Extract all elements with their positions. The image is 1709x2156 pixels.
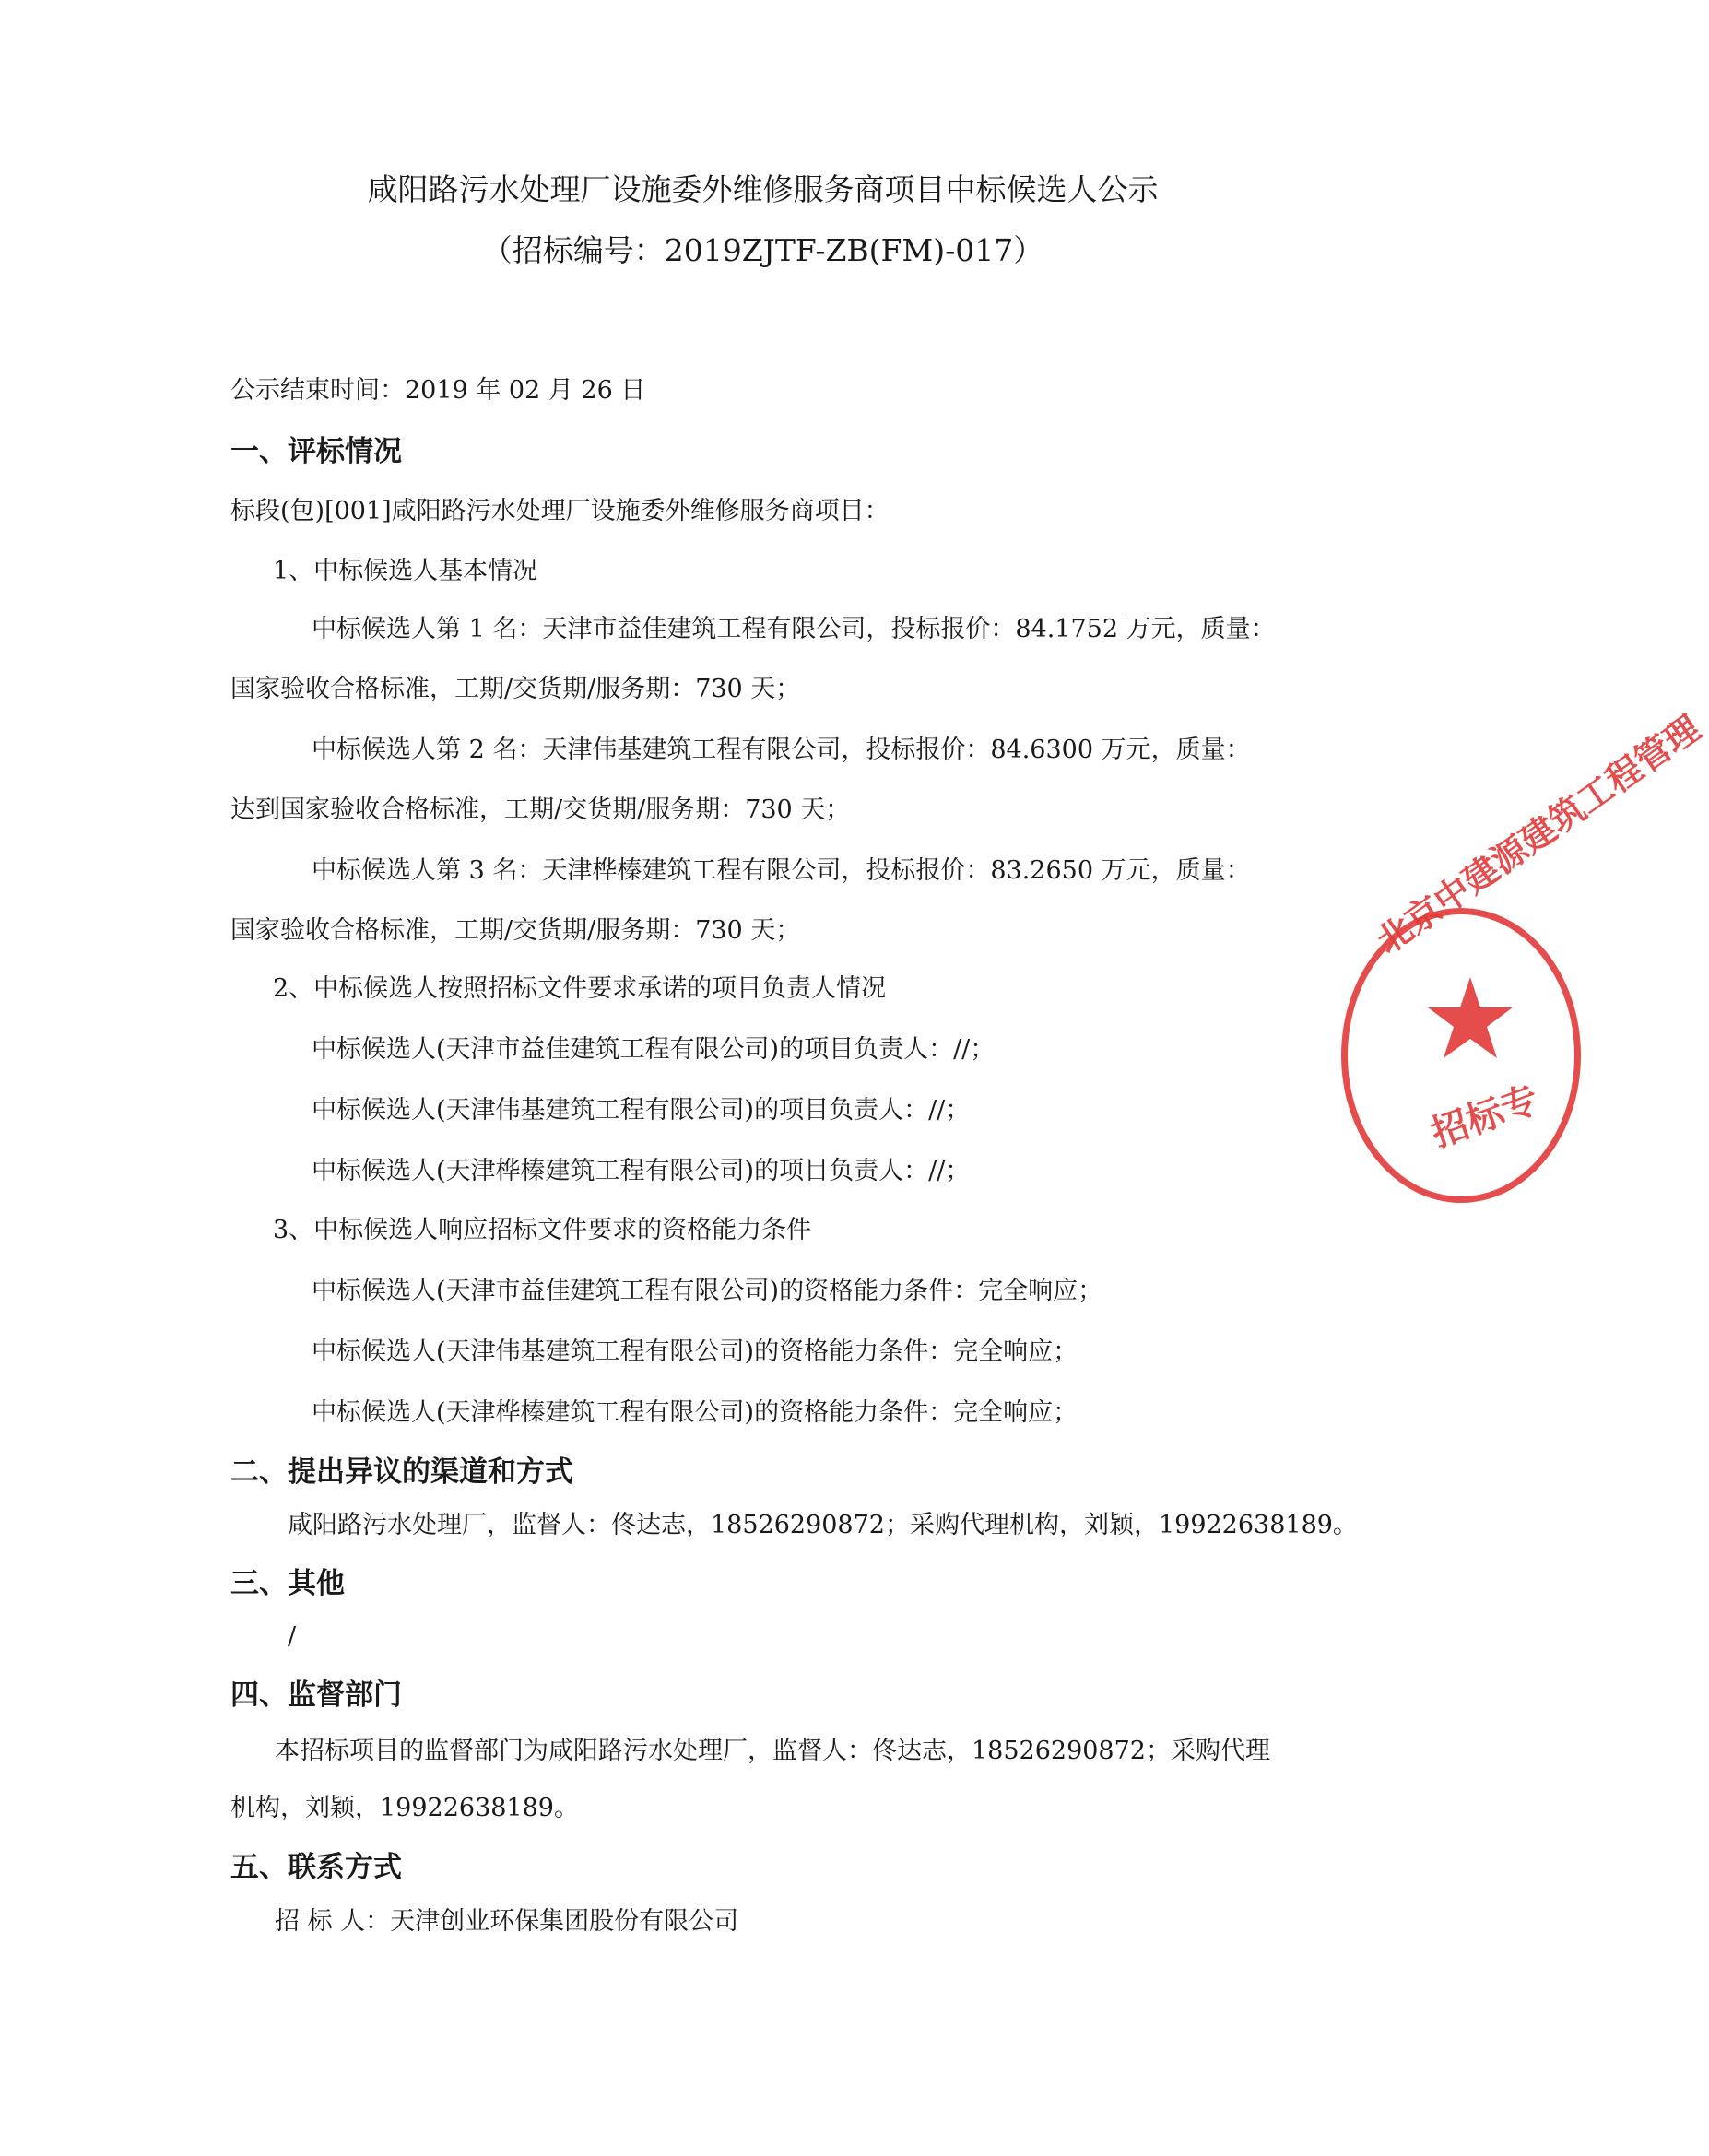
section-2-heading: 二、提出异议的渠道和方式 [230,1455,573,1489]
supervision-line-1: 本招标项目的监督部门为咸阳路污水处理厂，监督人：佟达志，18526290872；采购代理 [275,1737,1270,1765]
publicity-end-time: 公示结束时间：2019 年 02 月 26 日 [230,376,646,405]
project-manager-1: 中标候选人(天津市益佳建筑工程有限公司)的项目负责人：//； [312,1035,996,1064]
subsection-3-title: 3、中标候选人响应招标文件要求的资格能力条件 [273,1216,812,1244]
seal-text-top: 北京中建源建筑工程管理 [1369,707,1708,962]
section-1-heading: 一、评标情况 [230,435,402,468]
candidate-3-line-1: 中标候选人第 3 名：天津桦榛建筑工程有限公司，投标报价：83.2650 万元，质量： [312,856,1251,885]
supervision-line-2: 机构，刘颖，19922638189。 [230,1794,579,1822]
other-text: / [288,1622,297,1651]
candidate-1-line-1: 中标候选人第 1 名：天津市益佳建筑工程有限公司，投标报价：84.1752 万元，质量： [312,615,1276,643]
lot-description: 标段(包)[001]咸阳路污水处理厂设施委外维修服务商项目： [230,497,890,525]
project-manager-2: 中标候选人(天津伟基建筑工程有限公司)的项目负责人：//； [312,1096,971,1125]
qualification-3: 中标候选人(天津桦榛建筑工程有限公司)的资格能力条件：完全响应； [312,1398,1078,1427]
seal-text-bottom: 招标专 [1425,1078,1545,1156]
objection-channel: 咸阳路污水处理厂，监督人：佟达志，18526290872；采购代理机构，刘颖，19922638189。 [288,1511,1358,1539]
qualification-2: 中标候选人(天津伟基建筑工程有限公司)的资格能力条件：完全响应； [312,1337,1078,1366]
candidate-3-line-2: 国家验收合格标准，工期/交货期/服务期：730 天； [230,916,801,945]
tender-number: （招标编号：2019ZJTF-ZB(FM)-017） [481,232,1044,268]
tenderer-contact: 招 标 人：天津创业环保集团股份有限公司 [275,1907,739,1936]
section-4-heading: 四、监督部门 [230,1679,402,1712]
candidate-2-line-1: 中标候选人第 2 名：天津伟基建筑工程有限公司，投标报价：84.6300 万元，质量： [312,736,1251,764]
qualification-1: 中标候选人(天津市益佳建筑工程有限公司)的资格能力条件：完全响应； [312,1277,1103,1305]
candidate-1-line-2: 国家验收合格标准，工期/交货期/服务期：730 天； [230,675,801,703]
star-icon [1424,972,1516,1065]
section-5-heading: 五、联系方式 [230,1851,402,1884]
subsection-2-title: 2、中标候选人按照招标文件要求承诺的项目负责人情况 [273,974,887,1003]
document-title: 咸阳路污水处理厂设施委外维修服务商项目中标候选人公示 [367,171,1159,207]
candidate-2-line-2: 达到国家验收合格标准，工期/交货期/服务期：730 天； [230,795,851,824]
project-manager-3: 中标候选人(天津桦榛建筑工程有限公司)的项目负责人：//； [312,1157,971,1185]
section-3-heading: 三、其他 [230,1567,345,1600]
subsection-1-title: 1、中标候选人基本情况 [273,557,538,585]
